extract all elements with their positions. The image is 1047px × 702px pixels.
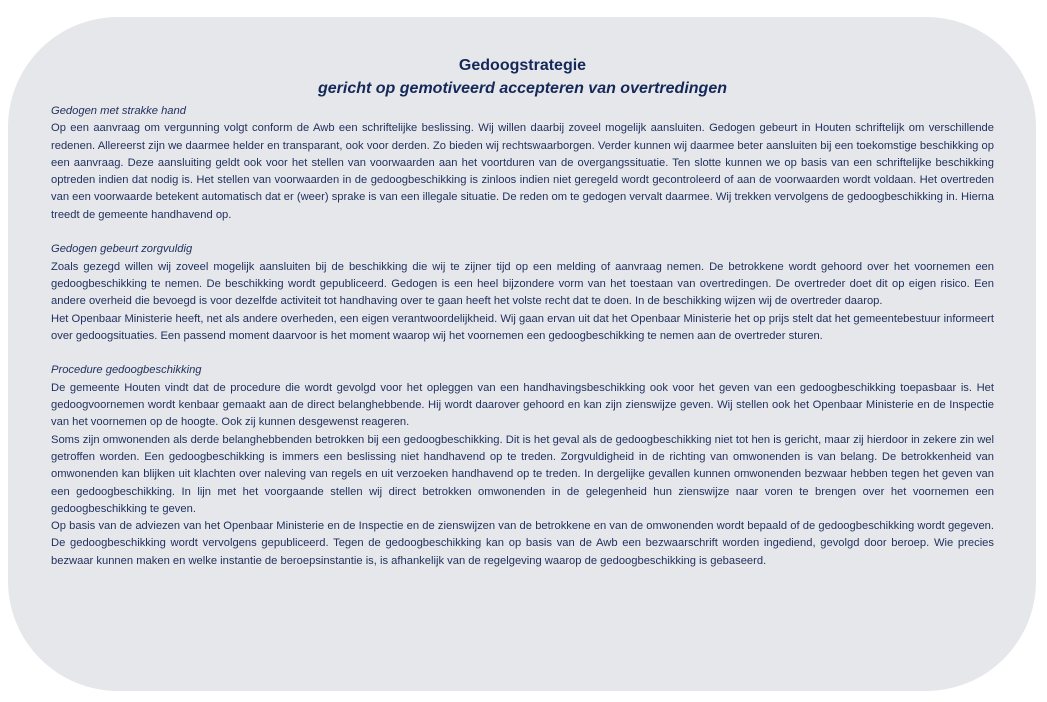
paragraph: Soms zijn omwonenden als derde belanghebbenden betrokken bij een gedoogbeschikking. Dit is het geval als de gedoogbeschikking niet tot hen is gericht, maar zij hierdoor in zekere zin wel getroffen worden. Een gedoogbeschikking is immers een beslissing niet handhavend op te treden. Zorgvuldigheid in de richting van omwonenden is van belang. De betrokkenheid van omwonenden kan blijken uit klachten over naleving van regels en uit verzoeken handhavend op te treden. In dergelijke gevallen kunnen omwonenden bezwaar hebben tegen het geven van een gedoogbeschikking. In lijn met het voorgaande stellen wij direct betrokken omwonenden in de gelegenheid hun zienswijze naar voren te brengen over het voornemen een gedoogbeschikking te geven. <box>51 433 994 515</box>
document-subtitle: gericht op gemotiveerd accepteren van overtredingen <box>317 80 727 97</box>
section-spacer <box>51 224 994 241</box>
document-card <box>8 17 1036 691</box>
section-heading: Procedure gedoogbeschikking <box>51 364 202 377</box>
section-heading: Gedogen met strakke hand <box>51 105 186 117</box>
section-gedogen-met-strakke-hand <box>51 103 994 224</box>
paragraph: Zoals gezegd willen wij zoveel mogelijk aansluiten bij de beschikking die wij te zijner tijd op een melding of aanvraag nemen. De betrokkene wordt gehoord over het voornemen een gedoogbeschikking te nemen. De beschikking wordt gepubliceerd. Gedogen is een heel bijzondere vorm van het toestaan van overtredingen. De overtreder doet dit op eigen risico. Een andere overheid die bevoegd is voor dezelfde activiteit tot handhaving over te gaan heeft het volste recht dat te doen. In de beschikking wijzen wij de overtreder daarop. <box>51 260 994 308</box>
section-procedure-gedoogbeschikking <box>51 362 994 570</box>
section-spacer <box>51 345 994 362</box>
document-title: Gedoogstrategie <box>458 57 587 74</box>
paragraph: Het Openbaar Ministerie heeft, net als andere overheden, een eigen verantwoordelijkheid. Wij gaan ervan uit dat het Openbaar Ministerie het op prijs stelt dat het gemeentebestuur informeert over gedoogsituaties. Een passend moment daarvoor is het moment waarop wij het voornemen een gedoogbeschikking te nemen aan de overtreder sturen. <box>51 312 994 342</box>
section-heading: Gedogen gebeurt zorgvuldig <box>51 243 193 256</box>
paragraph: Op een aanvraag om vergunning volgt conform de Awb een schriftelijke beslissing. Wij willen daarbij zoveel mogelijk aansluiten. Gedogen gebeurt in Houten schriftelijk om verschillende redenen. Allereerst zijn we daarmee helder en transparant, ook voor derden. Zo bieden wij rechtswaarborgen. Verder kunnen wij daarmee beter aansluiten bij een toekomstige beschikking op een aanvraag. Deze aansluiting geldt ook voor het stellen van voorwaarden aan het voortduren van de overgangssituatie. Ten slotte kunnen we op basis van een schriftelijke beschikking optreden indien dat nodig is. Het stellen van voorwaarden in de gedoogbeschikking is zinloos indien niet geregeld wordt gecontroleerd of aan de voorwaarden wordt voldaan. Het overtreden van een voorwaarde betekent automatisch dat er (weer) sprake is van een illegale situatie. De reden om te gedogen vervalt daarmee. Wij trekken vervolgens de gedoogbeschikking in. Hierna treedt de gemeente handhavend op. <box>51 122 994 221</box>
paragraph: De gemeente Houten vindt dat de procedure die wordt gevolgd voor het opleggen van een handhavingsbeschikking ook voor het geven van een gedoogbeschikking toepasbaar is. Het gedoogvoornemen wordt kenbaar gemaakt aan de direct belanghebbende. Hij wordt daarover gehoord en kan zijn zienswijze geven. Wij stellen ook het Openbaar Ministerie en de Inspectie van het voornemen op de hoogte. Ook zij kunnen desgewenst reageren. <box>51 381 994 429</box>
paragraph: Op basis van de adviezen van het Openbaar Ministerie en de Inspectie en de zienswijzen van de betrokkene en van de omwonenden wordt bepaald of de gedoogbeschikking wordt gegeven. De gedoogbeschikking wordt vervolgens gepubliceerd. Tegen de gedoogbeschikking kan op basis van de Awb een bezwaarschrift worden ingediend, gevolgd door beroep. Wie precies bezwaar kunnen maken en welke instantie de beroepsinstantie is, is afhankelijk van de regelgeving waarop de gedoogbeschikking is gebaseerd. <box>51 520 994 567</box>
section-gedogen-gebeurt-zorgvuldig <box>51 241 994 345</box>
